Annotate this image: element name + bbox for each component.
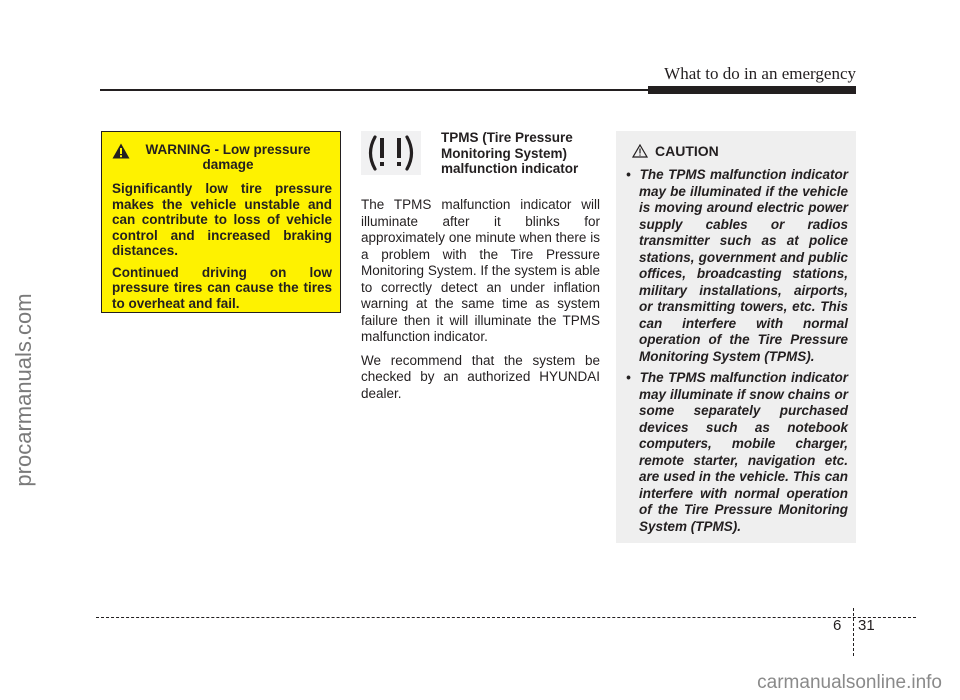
page-number: 31 xyxy=(858,617,875,634)
warning-heading-text xyxy=(138,142,318,172)
warning-box xyxy=(101,131,341,313)
bottom-watermark: carmanualsonline.info xyxy=(757,672,942,693)
warning-title-line1: Low pressure xyxy=(222,142,311,157)
caution-triangle-icon xyxy=(632,144,648,158)
chapter-number: 6 xyxy=(833,617,842,634)
caution-heading xyxy=(626,143,848,159)
warning-heading xyxy=(112,142,332,172)
tpms-malfunction-icon xyxy=(361,131,421,175)
caution-list xyxy=(626,167,848,535)
warning-title-line2: damage xyxy=(202,157,254,172)
page-header-title: What to do in an emergency xyxy=(664,64,856,83)
warning-body xyxy=(112,181,332,311)
footer-rule xyxy=(96,617,916,618)
caution-label: CAUTION xyxy=(655,143,719,159)
caution-item: • The TPMS malfunction indicator may be illuminated if the vehicle is moving around electric power supply cables or radios transmitter such as at police stations, government and public offices, broadcasting stations, military installations, airports, or transmitting towers, etc. This can interfere with normal operation of the Tire Pressure Monitoring System (TPMS). xyxy=(626,167,848,364)
tpms-paragraph: We recommend that the system be checked by an authorized HYUNDAI dealer. xyxy=(361,352,600,401)
warning-paragraph: Continued driving on low pressure tires can cause the tires to overheat and fail. xyxy=(112,264,332,311)
warning-label: WARNING - xyxy=(145,142,219,157)
tpms-section-title: TPMS (Tire Pressure Monitoring System) malfunction indicator xyxy=(441,130,579,176)
caution-box xyxy=(616,131,856,543)
tpms-paragraph: The TPMS malfunction indicator will illuminate after it blinks for approximately one minute when there is a problem with the Tire Pressure Monitoring System. If the system is able to correctly detect an under inflation warning at the same time as system failure then it will illuminate the TPMS malfunction indicator. xyxy=(361,197,600,344)
side-watermark: procarmanuals.com xyxy=(11,293,36,487)
caution-item: • The TPMS malfunction indicator may illuminate if snow chains or some separately purchased devices such as notebook computers, mobile charger, remote starter, navigation etc. are used in the vehicle. This can interfere with normal operation of the Tire Pressure Monitoring System (TPMS). xyxy=(626,370,848,534)
warning-triangle-icon xyxy=(112,143,130,159)
page-number-separator xyxy=(853,608,854,656)
warning-paragraph: Significantly low tire pressure makes the vehicle unstable and can contribute to loss of vehicle control and increased braking distances. xyxy=(112,181,332,258)
tire-pressure-icon xyxy=(361,131,421,175)
tpms-section-body xyxy=(361,197,600,409)
header-tab-bar xyxy=(648,86,856,94)
